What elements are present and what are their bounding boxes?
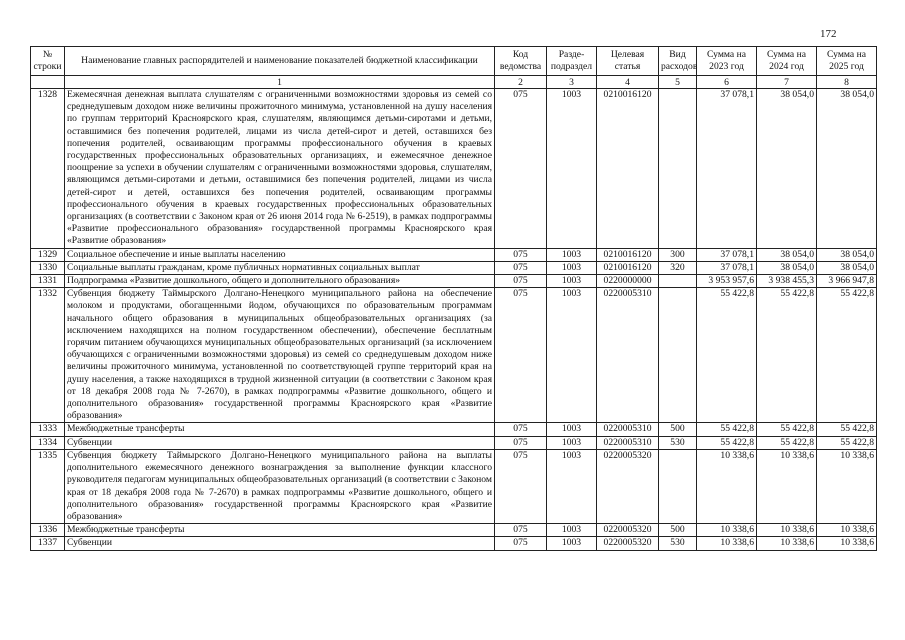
row-sum-2025: 55 422,8 (817, 436, 877, 449)
row-target: 0220005320 (597, 449, 659, 523)
row-number: 1328 (31, 89, 65, 249)
row-sum-2023: 10 338,6 (697, 537, 757, 550)
row-section: 1003 (547, 261, 597, 274)
table-row (31, 449, 877, 523)
row-target: 0220005320 (597, 537, 659, 550)
row-exp-type: 500 (659, 524, 697, 537)
row-exp-type (659, 449, 697, 523)
row-target: 0220005310 (597, 288, 659, 423)
row-section: 1003 (547, 89, 597, 249)
table-row (31, 436, 877, 449)
row-exp-type: 530 (659, 436, 697, 449)
row-number: 1336 (31, 524, 65, 537)
row-dept-code: 075 (495, 449, 547, 523)
row-sum-2024: 38 054,0 (757, 89, 817, 249)
row-name: Межбюджетные трансферты (65, 423, 495, 436)
row-name: Подпрограмма «Развитие дошкольного, общего и дополнительного образования» (65, 275, 495, 288)
row-section: 1003 (547, 449, 597, 523)
row-exp-type: 530 (659, 537, 697, 550)
row-sum-2024: 3 938 455,3 (757, 275, 817, 288)
row-sum-2023: 37 078,1 (697, 261, 757, 274)
row-exp-type: 500 (659, 423, 697, 436)
column-number: 2 (495, 76, 547, 89)
column-number: 4 (597, 76, 659, 89)
row-number: 1331 (31, 275, 65, 288)
row-sum-2023: 10 338,6 (697, 524, 757, 537)
header-name: Наименование главных распорядителей и наименование показателей бюджетной классификации (65, 47, 495, 76)
row-sum-2023: 55 422,8 (697, 436, 757, 449)
row-name: Субвенции (65, 537, 495, 550)
row-exp-type: 320 (659, 261, 697, 274)
row-sum-2025: 38 054,0 (817, 261, 877, 274)
row-name: Социальное обеспечение и иные выплаты населению (65, 248, 495, 261)
header-section: Разде-подраздел (547, 47, 597, 76)
row-sum-2024: 55 422,8 (757, 288, 817, 423)
row-sum-2023: 55 422,8 (697, 423, 757, 436)
row-sum-2024: 38 054,0 (757, 248, 817, 261)
row-target: 0210016120 (597, 261, 659, 274)
row-number: 1333 (31, 423, 65, 436)
row-number: 1330 (31, 261, 65, 274)
column-number-row (31, 76, 877, 89)
row-sum-2024: 10 338,6 (757, 524, 817, 537)
row-sum-2024: 10 338,6 (757, 449, 817, 523)
row-sum-2024: 55 422,8 (757, 423, 817, 436)
header-target: Целевая статья (597, 47, 659, 76)
row-sum-2025: 10 338,6 (817, 449, 877, 523)
row-section: 1003 (547, 436, 597, 449)
row-dept-code: 075 (495, 89, 547, 249)
header-sum-2023: Сумма на 2023 год (697, 47, 757, 76)
header-exp-type: Вид расходов (659, 47, 697, 76)
row-exp-type: 300 (659, 248, 697, 261)
row-exp-type (659, 89, 697, 249)
row-sum-2025: 10 338,6 (817, 524, 877, 537)
row-sum-2024: 38 054,0 (757, 261, 817, 274)
row-dept-code: 075 (495, 275, 547, 288)
row-dept-code: 075 (495, 261, 547, 274)
column-number (31, 76, 65, 89)
row-target: 0210016120 (597, 248, 659, 261)
column-number: 6 (697, 76, 757, 89)
row-dept-code: 075 (495, 436, 547, 449)
row-sum-2023: 10 338,6 (697, 449, 757, 523)
row-sum-2025: 3 966 947,8 (817, 275, 877, 288)
row-section: 1003 (547, 275, 597, 288)
row-target: 0220005310 (597, 436, 659, 449)
row-sum-2024: 10 338,6 (757, 537, 817, 550)
row-dept-code: 075 (495, 524, 547, 537)
row-number: 1334 (31, 436, 65, 449)
row-target: 0210016120 (597, 89, 659, 249)
row-name: Ежемесячная денежная выплата слушателям с ограниченными возможностями здоровья из семей со среднедушевым доходом ниже величины прожиточного минимума, установленной на душу населения по группам территорий Красноярского края, слушателям, являющимся детьми-сиротами и детьми, оставшимися без попечения родителей, лицами из числа детей-сирот и детей, оставшихся без попечения родителей, осваивающим программы профессионального обучения в краевых государственных профессиональных образовательных организациях, и ежемесячное денежное поощрение за успехи в обучении слушателям с ограниченными возможностями здоровья, слушателям, являющимся детьми-сиротами и детьми, оставшимися без попечения родителей, лицами из числа детей-сирот и детей, оставшихся без попечения родителей, осваивающим программы профессионального обучения в краевых государственных профессиональных образовательных организациях (в соответствии с Законом края от 26 июня 2014 года № 6-2519), в рамках подпрограммы «Развитие профессионального образования» государственной программы Красноярского края «Развитие образования» (65, 89, 495, 249)
row-dept-code: 075 (495, 248, 547, 261)
row-sum-2025: 10 338,6 (817, 537, 877, 550)
row-name: Субвенция бюджету Таймырского Долгано-Ненецкого муниципального района на обеспечение молоком и продуктами, обогащенными йодом, обучающихся по образовательным программам начального общего образования в муниципальных общеобразовательных организациях (за исключением находящихся на полном государственном обеспечении), обеспечение бесплатным горячим питанием обучающихся муниципальных общеобразовательных организаций (за исключением обучающихся с ограниченными возможностями здоровья) из семей со среднедушевым доходом ниже величины прожиточного минимума, установленной по соответствующей группе территорий края на душу населения, а также находящихся в трудной жизненной ситуации (в соответствии с Законом края от 18 декабря 2008 года № 7-2670), в рамках подпрограммы «Развитие дошкольного, общего и дополнительного образования» государственной программы Красноярского края «Развитие образования» (65, 288, 495, 423)
row-sum-2025: 55 422,8 (817, 288, 877, 423)
row-sum-2025: 55 422,8 (817, 423, 877, 436)
column-number: 1 (65, 76, 495, 89)
header-sum-2024: Сумма на 2024 год (757, 47, 817, 76)
row-exp-type (659, 275, 697, 288)
row-section: 1003 (547, 288, 597, 423)
row-number: 1332 (31, 288, 65, 423)
row-sum-2025: 38 054,0 (817, 248, 877, 261)
table-row (31, 275, 877, 288)
budget-table (30, 46, 877, 551)
row-section: 1003 (547, 423, 597, 436)
row-sum-2023: 3 953 957,6 (697, 275, 757, 288)
page-number: 172 (820, 28, 837, 40)
header-row-no: № строки (31, 47, 65, 76)
table-row (31, 261, 877, 274)
row-number: 1335 (31, 449, 65, 523)
row-sum-2024: 55 422,8 (757, 436, 817, 449)
row-dept-code: 075 (495, 423, 547, 436)
row-name: Субвенции (65, 436, 495, 449)
header-dept: Код ведомства (495, 47, 547, 76)
row-sum-2025: 38 054,0 (817, 89, 877, 249)
row-target: 0220005320 (597, 524, 659, 537)
row-sum-2023: 37 078,1 (697, 89, 757, 249)
table-row (31, 537, 877, 550)
header-row (31, 47, 877, 76)
row-sum-2023: 55 422,8 (697, 288, 757, 423)
row-section: 1003 (547, 524, 597, 537)
row-target: 0220005310 (597, 423, 659, 436)
row-name: Межбюджетные трансферты (65, 524, 495, 537)
table-row (31, 288, 877, 423)
table-row (31, 423, 877, 436)
column-number: 5 (659, 76, 697, 89)
table-row (31, 524, 877, 537)
column-number: 7 (757, 76, 817, 89)
row-dept-code: 075 (495, 288, 547, 423)
row-number: 1329 (31, 248, 65, 261)
row-exp-type (659, 288, 697, 423)
row-name: Субвенция бюджету Таймырского Долгано-Ненецкого муниципального района на выплаты дополнительного ежемесячного денежного вознаграждения за выполнение функции классного руководителя педагогам муниципальных общеобразовательных организаций (в соответствии с Законом края от 18 декабря 2008 года № 7-2670) в рамках подпрограммы «Развитие дошкольного, общего и дополнительного образования» государственной программы Красноярского края «Развитие образования» (65, 449, 495, 523)
row-number: 1337 (31, 537, 65, 550)
column-number: 8 (817, 76, 877, 89)
row-section: 1003 (547, 537, 597, 550)
row-dept-code: 075 (495, 537, 547, 550)
column-number: 3 (547, 76, 597, 89)
header-sum-2025: Сумма на 2025 год (817, 47, 877, 76)
row-section: 1003 (547, 248, 597, 261)
table-row (31, 89, 877, 249)
table-row (31, 248, 877, 261)
row-sum-2023: 37 078,1 (697, 248, 757, 261)
row-name: Социальные выплаты гражданам, кроме публичных нормативных социальных выплат (65, 261, 495, 274)
row-target: 0220000000 (597, 275, 659, 288)
